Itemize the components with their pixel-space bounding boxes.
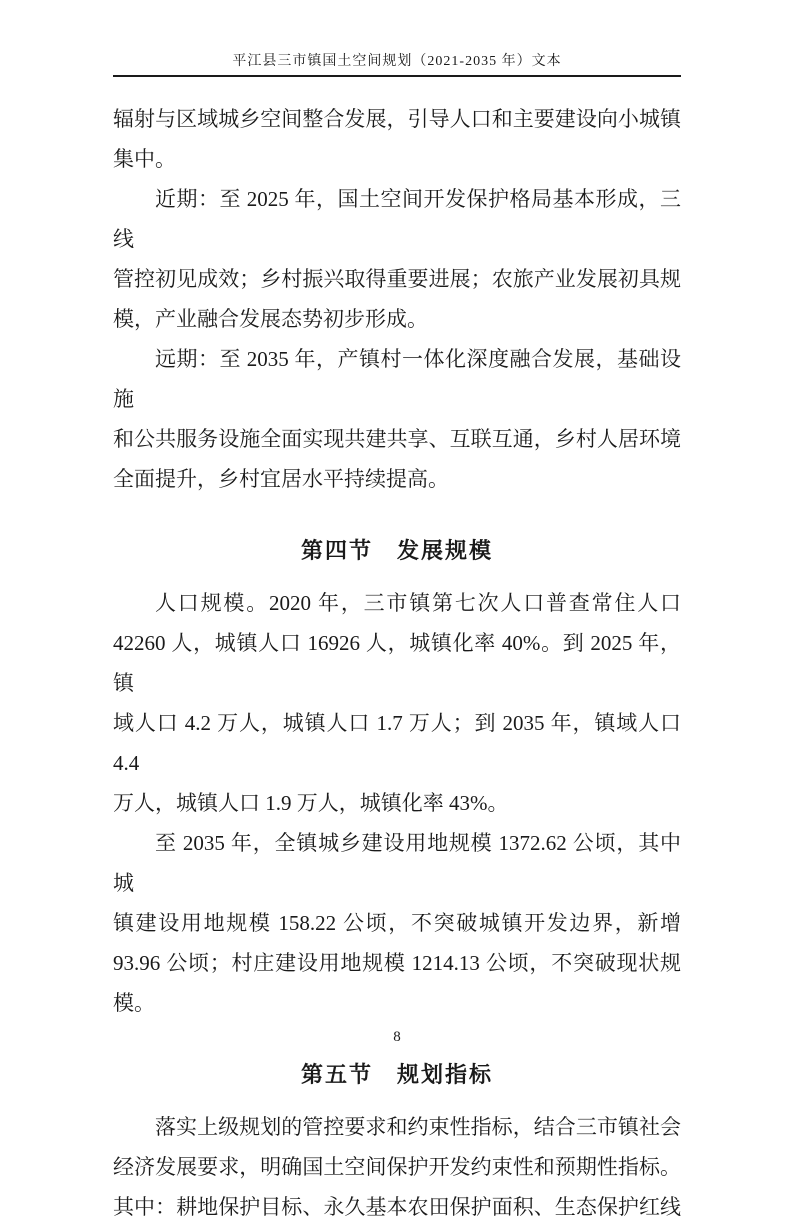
page-header xyxy=(113,0,681,77)
text-line: 全面提升，乡村宜居水平持续提高。 xyxy=(113,467,449,491)
paragraph xyxy=(113,823,681,1023)
text-line: 93.96 公顷；村庄建设用地规模 1214.13 公顷，不突破现状规 xyxy=(113,951,681,975)
header-rule xyxy=(113,50,681,77)
text-line: 人口规模。2020 年，三市镇第七次人口普查常住人口 xyxy=(155,591,681,615)
text-line: 模，产业融合发展态势初步形成。 xyxy=(113,307,428,331)
text-line: 镇建设用地规模 158.22 公顷，不突破城镇开发边界，新增 xyxy=(113,911,681,935)
text-line: 辐射与区域城乡空间整合发展，引导人口和主要建设向小城镇 xyxy=(113,107,681,131)
paragraph xyxy=(113,339,681,499)
text-line: 模。 xyxy=(113,991,155,1015)
section-heading: 第四节 发展规模 xyxy=(300,538,493,563)
page-footer xyxy=(0,1028,794,1046)
text-line: 远期：至 2035 年，产镇村一体化深度融合发展，基础设施 xyxy=(113,347,681,411)
text-line: 42260 人，城镇人口 16926 人，城镇化率 40%。到 2025 年，镇 xyxy=(113,631,681,695)
page-number: 8 xyxy=(393,1029,401,1045)
paragraph xyxy=(113,179,681,339)
text-line: 域人口 4.2 万人，城镇人口 1.7 万人；到 2035 年，镇域人口 4.4 xyxy=(113,711,681,775)
paragraph xyxy=(113,99,681,179)
paragraph xyxy=(113,583,681,823)
text-line: 近期：至 2025 年，国土空间开发保护格局基本形成，三线 xyxy=(113,187,681,251)
text-line: 和公共服务设施全面实现共建共享、互联互通，乡村人居环境 xyxy=(113,427,681,451)
header-title: 平江县三市镇国土空间规划（2021-2035 年）文本 xyxy=(232,54,562,69)
text-line: 其中：耕地保护目标、永久基本农田保护面积、生态保护红线 xyxy=(113,1195,681,1219)
text-line: 落实上级规划的管控要求和约束性指标，结合三市镇社会 xyxy=(155,1115,681,1139)
text-line: 集中。 xyxy=(113,147,176,171)
paragraph xyxy=(113,1107,681,1227)
text-line: 管控初见成效；乡村振兴取得重要进展；农旅产业发展初具规 xyxy=(113,267,681,291)
text-line: 至 2035 年，全镇城乡建设用地规模 1372.62 公顷，其中城 xyxy=(113,831,681,895)
section-heading: 第五节 规划指标 xyxy=(300,1062,493,1087)
text-line: 经济发展要求，明确国土空间保护开发约束性和预期性指标。 xyxy=(113,1155,681,1179)
document-body xyxy=(113,99,681,1227)
text-line: 万人，城镇人口 1.9 万人，城镇化率 43%。 xyxy=(113,791,509,815)
